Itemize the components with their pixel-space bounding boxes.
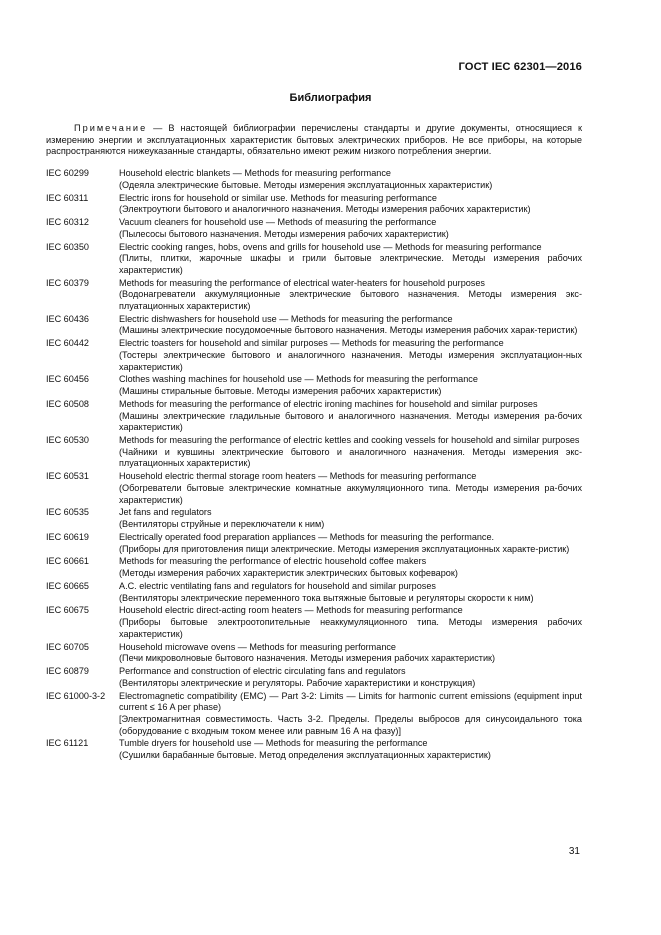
reference-title-ru: (Сушилки барабанные бытовые. Метод определения эксплуатационных характеристик): [119, 750, 491, 761]
reference-code: IEC 60661: [46, 556, 89, 567]
reference-code: IEC 60508: [46, 398, 89, 409]
reference-code: IEC 61121: [46, 738, 89, 749]
reference-body: [119, 666, 582, 689]
reference-code: IEC 60530: [46, 435, 89, 446]
reference-title-en: Clothes washing machines for household use — Methods for measuring the performance: [119, 374, 478, 385]
reference-entry: [46, 314, 582, 337]
reference-title-ru: [Электромагнитная совместимость. Часть 3-2. Пределы. Пределы выбросов для синусоидального тока (оборудование с входным током менее или равным 16 А на фазу)]: [119, 713, 582, 736]
page-title: Библиография: [289, 92, 372, 104]
reference-body: [119, 193, 582, 216]
reference-code: IEC 60675: [46, 605, 89, 616]
reference-title-en: Vacuum cleaners for household use — Methods of measuring the performance: [119, 217, 437, 227]
reference-title-ru: (Машины стиральные бытовые. Методы измерения рабочих характеристик): [119, 386, 442, 397]
reference-title-ru: (Методы измерения рабочих характеристик электрических бытовых кофеварок): [119, 568, 458, 579]
reference-list: [46, 168, 582, 763]
reference-title-en: Methods for measuring the performance of electric ironing machines for household and similar purposes: [119, 398, 538, 409]
document-id: ГОСТ IEC 62301—2016: [458, 61, 582, 73]
reference-entry: [46, 642, 582, 665]
reference-title-en: A.C. electric ventilating fans and regulators for household and similar purposes: [119, 580, 436, 591]
reference-title-en: Household electric direct-acting room heaters — Methods for measuring performance: [119, 605, 463, 616]
reference-body: [119, 642, 582, 665]
reference-body: [119, 605, 582, 640]
reference-title-en: Electric toasters for household and similar purposes — Methods for measuring the performance: [119, 338, 504, 349]
reference-title-ru: (Электроутюги бытового и аналогичного назначения. Методы измерения рабочих характеристик): [119, 204, 531, 215]
reference-entry: [46, 435, 582, 470]
reference-title-ru: (Машины электрические посудомоечные бытового назначения. Методы измерения рабочих харак-теристик): [119, 325, 578, 336]
reference-entry: [46, 532, 582, 555]
reference-title-en: Performance and construction of electric circulating fans and regulators: [119, 666, 406, 677]
reference-code: IEC 60619: [46, 531, 89, 542]
reference-code: IEC 60531: [46, 471, 89, 482]
reference-body: [119, 168, 582, 191]
reference-code: IEC 60312: [46, 217, 89, 227]
reference-title-en: Electric cooking ranges, hobs, ovens and grills for household use — Methods for measuring performance: [119, 241, 542, 252]
reference-body: [119, 435, 582, 470]
reference-code: IEC 60350: [46, 241, 89, 252]
reference-title-ru: (Тостеры электрические бытового и аналогичного назначения. Методы измерения эксплуатацион-ных характеристик): [119, 349, 582, 372]
reference-body: [119, 532, 582, 555]
reference-body: [119, 691, 582, 738]
reference-body: [119, 507, 582, 530]
reference-entry: [46, 507, 582, 530]
reference-title-ru: (Приборы бытовые электроотопительные неаккумуляционного типа. Методы измерения рабочих характеристик): [119, 617, 582, 639]
reference-body: [119, 242, 582, 277]
reference-entry: [46, 471, 582, 506]
reference-title-en: Methods for measuring the performance of electric household coffee makers: [119, 556, 427, 567]
reference-title-en: Electrically operated food preparation appliances — Methods for measuring the performance.: [119, 531, 495, 542]
reference-title-ru: (Приборы для приготовления пищи электрические. Методы измерения эксплуатационных характе-ристик): [119, 543, 570, 554]
reference-entry: [46, 168, 582, 191]
reference-title-en: Electromagnetic compatibility (EMC) — Part 3-2: Limits — Limits for harmonic current emissions (equipment input current ≤ 16 A per phase): [119, 690, 582, 713]
reference-body: [119, 399, 582, 434]
reference-entry: [46, 278, 582, 313]
reference-code: IEC 60456: [46, 374, 89, 385]
note-label: Примечание: [74, 123, 148, 133]
reference-code: IEC 61000-3-2: [46, 690, 106, 701]
reference-entry: [46, 691, 582, 738]
reference-entry: [46, 217, 582, 240]
reference-body: [119, 338, 582, 373]
reference-code: IEC 60299: [46, 168, 89, 178]
reference-entry: [46, 581, 582, 604]
reference-title-en: Jet fans and regulators: [119, 507, 212, 518]
reference-code: IEC 60436: [46, 313, 89, 324]
reference-entry: [46, 556, 582, 579]
reference-entry: [46, 374, 582, 397]
reference-code: IEC 60535: [46, 507, 89, 518]
reference-title-en: Household electric thermal storage room heaters — Methods for measuring performance: [119, 471, 477, 482]
note-paragraph: [46, 123, 582, 158]
reference-body: [119, 581, 582, 604]
reference-title-en: Methods for measuring the performance of electric kettles and cooking vessels for household and similar purposes: [119, 435, 580, 446]
reference-title-ru: (Вентиляторы струйные и переключатели к ним): [119, 519, 325, 530]
reference-code: IEC 60665: [46, 580, 89, 591]
reference-code: IEC 60311: [46, 192, 89, 203]
reference-title-ru: (Вентиляторы электрические и регуляторы. Рабочие характеристики и конструкция): [119, 677, 476, 688]
reference-title-en: Electric dishwashers for household use — Methods for measuring the performance: [119, 313, 453, 324]
reference-entry: [46, 399, 582, 434]
reference-title-ru: (Плиты, плитки, жарочные шкафы и грили бытовые электрические. Методы измерения рабочих характеристик): [119, 253, 582, 275]
reference-title-en: Methods for measuring the performance of electrical water-heaters for household purposes: [119, 277, 485, 288]
reference-entry: [46, 338, 582, 373]
reference-entry: [46, 242, 582, 277]
reference-title-ru: (Вентиляторы электрические переменного тока вытяжные бытовые и регуляторы скорости к ним): [119, 592, 534, 603]
reference-entry: [46, 193, 582, 216]
reference-title-ru: (Чайники и кувшины электрические бытового и аналогичного назначения. Методы измерения экс-плуатационных характеристик): [119, 446, 582, 469]
reference-body: [119, 738, 582, 761]
reference-title-en: Household microwave ovens — Methods for measuring performance: [119, 641, 396, 652]
reference-body: [119, 314, 582, 337]
reference-body: [119, 374, 582, 397]
reference-body: [119, 471, 582, 506]
reference-title-ru: (Одеяла электрические бытовые. Методы измерения эксплуатационных характеристик): [119, 179, 493, 190]
reference-title-ru: (Пылесосы бытового назначения. Методы измерения рабочих характеристик): [119, 228, 449, 239]
reference-title-en: Tumble dryers for household use — Methods for measuring the performance: [119, 738, 428, 749]
reference-entry: [46, 666, 582, 689]
reference-title-ru: (Печи микроволновые бытового назначения. Методы измерения рабочих характеристик): [119, 653, 496, 664]
reference-title-ru: (Обогреватели бытовые электрические комнатные аккумуляционного типа. Методы измерения ра-бочих характеристик): [119, 482, 582, 505]
reference-body: [119, 556, 582, 579]
reference-body: [119, 278, 582, 313]
reference-code: IEC 60879: [46, 666, 89, 677]
note-text: — В настоящей библиографии перечислены стандарты и другие документы, относящиеся к измерению энергии и эксплуатационных характеристик бытовых электрических приборов. Не все приборы, на которые распространяются нижеуказанные стандарты, обязательно имеют режим низкого потребления энергии.: [46, 123, 582, 157]
page-number: 31: [568, 846, 580, 857]
reference-title-en: Household electric blankets — Methods for measuring performance: [119, 168, 391, 178]
reference-code: IEC 60442: [46, 338, 89, 349]
reference-title-en: Electric irons for household or similar use. Methods for measuring performance: [119, 192, 437, 203]
reference-code: IEC 60379: [46, 277, 89, 288]
reference-code: IEC 60705: [46, 641, 89, 652]
reference-body: [119, 217, 582, 240]
reference-entry: [46, 738, 582, 761]
reference-entry: [46, 605, 582, 640]
reference-title-ru: (Машины электрические гладильные бытового и аналогичного назначения. Методы измерения ра-бочих характеристик): [119, 410, 582, 433]
reference-title-ru: (Водонагреватели аккумуляционные электрические бытового назначения. Методы измерения экс-плуатационных характеристик): [119, 289, 582, 311]
